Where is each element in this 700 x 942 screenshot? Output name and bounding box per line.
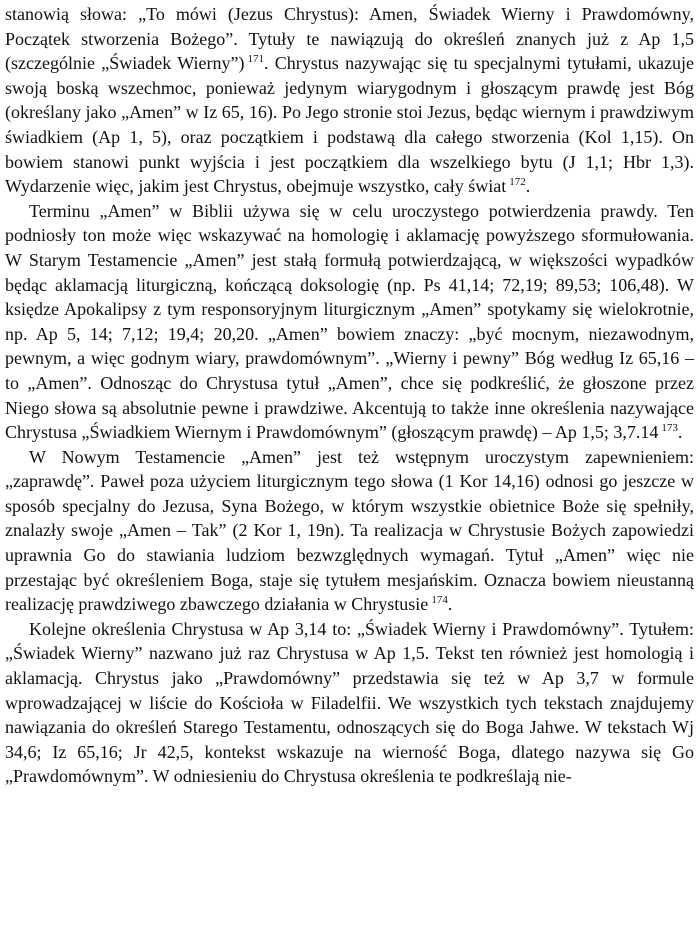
paragraph-3 (5, 445, 694, 617)
paragraph-3-text: W Nowym Testamencie „Amen” jest też wstępnym uroczystym zapewnieniem: „zaprawdę”. Paweł poza użyciem liturgicznym tego słowa (1 Kor 14,16) odnosi go jeszcze w sposób specjalny do Jezusa, Syna Bożego, w którym wszystkie obietnice Boże się spełniły, znalazły swoje „Amen – Tak” (2 Kor 1, 19n). Ta realizacja w Chrystusie Bożych zapowiedzi uprawnia Go do stawiania ludziom bezwzględnych wymagań. Tytuł „Amen” więc nie przestając być określeniem Boga, staje się tytułem mesjańskim. Oznacza bowiem nieustanną realizację prawdziwego zbawczego działania w Chrystusie (5, 446, 694, 615)
footnote-ref-174[interactable]: 174 (431, 594, 448, 607)
paragraph-1-text-cont: . Chrystus nazywając się tu specjalnymi tytułami, ukazuje swoją boską wszechmoc, ponieważ jedynym wiarygodnym i głoszącym prawdę jest Bóg (określany jako „Amen” w Iz 65, 16). Po Jego stronie stoi Jezus, będąc wiernym i prawdziwym świadkiem (Ap 1, 5), oraz początkiem i podstawą dla całego stworzenia (Kol 1,15). On bowiem stanowi punkt wyjścia i jest początkiem dla wszelkiego bytu (J 1,1; Hbr 1,3). Wydarzenie więc, jakim jest Chrystus, obejmuje wszystko, cały świat (5, 53, 694, 197)
paragraph-4-text: Kolejne określenia Chrystusa w Ap 3,14 to: „Świadek Wierny i Prawdomówny”. Tytułem: „Świadek Wierny” nazwano już raz Chrystusa w Ap 1,5. Tekst ten również jest homologią i aklamacją. Chrystus jako „Prawdomówny” przedstawia się też w Ap 3,7 w formule wprowadzającej w liście do Kościoła w Filadelfii. We wszystkich tych tekstach znajdujemy nawiązania do określeń Starego Testamentu, odnoszących się do Boga Jahwe. W tekstach Wj 34,6; Iz 65,16; Jr 42,5, kontekst wskazuje na wierność Boga, dlatego nazywa się Go „Prawdomównym”. W odniesieniu do Chrystusa określenia te podkreślają nie- (5, 618, 694, 787)
paragraph-1 (5, 2, 694, 199)
paragraph-2-text: Terminu „Amen” w Biblii używa się w celu uroczystego potwierdzenia prawdy. Ten podniosły ton może więc wskazywać na homologię i aklamację powyższego sformułowania. W Starym Testamencie „Amen” jest stałą formułą potwierdzającą, w większości wypadków będąc aklamacją liturgiczną, kończącą doksologię (np. Ps 41,14; 72,19; 89,53; 106,48). W księdze Apokalipsy z tym responsoryjnym liturgicznym „Amen” spotykamy się wielokrotnie, np. Ap 5, 14; 7,12; 19,4; 20,20. „Amen” bowiem znaczy: „być mocnym, niezawodnym, pewnym, a więc godnym wiary, prawdomównym”. „Wierny i pewny” Bóg według Iz 65,16 – to „Amen”. Odnosząc do Chrystusa tytuł „Amen”, chce się podkreślić, że głoszone przez Niego słowa są absolutnie pewne i prawdziwe. Akcentują to także inne określenia nazywające Chrystusa „Świadkiem Wiernym i Prawdomównym” (głoszącym prawdę) – Ap 1,5; 3,7.14 (5, 200, 694, 443)
footnote-ref-172[interactable]: 172 (509, 176, 526, 189)
paragraph-2-text-end: . (677, 422, 683, 443)
footnote-ref-173[interactable]: 173 (661, 422, 678, 435)
paragraph-1-text: stanowią słowa: „To mówi (Jezus Chrystus): Amen, Świadek Wierny i Prawdomówny, Początek stworzenia Bożego”. Tytuły te nawiązują do określeń znanych już z Ap 1,5 (szczególnie „Świadek Wierny”) (5, 4, 694, 74)
paragraph-3-text-end: . (447, 594, 453, 615)
paragraph-1-text-end: . (525, 176, 531, 197)
footnote-ref-171[interactable]: 171 (247, 53, 264, 66)
paragraph-2 (5, 199, 694, 445)
paragraph-4 (5, 617, 694, 789)
